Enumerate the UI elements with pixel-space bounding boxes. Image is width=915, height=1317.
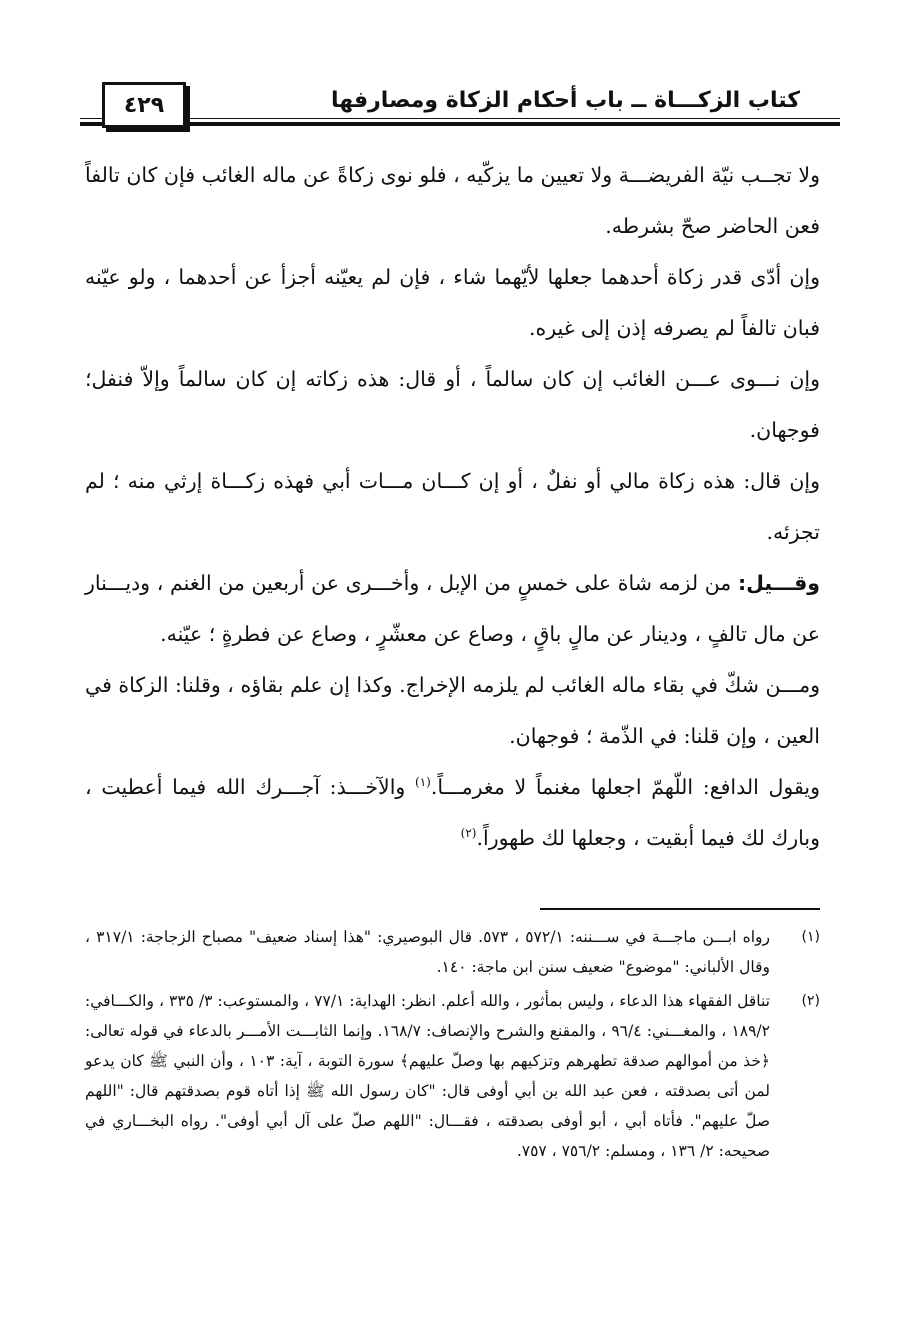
footnotes — [85, 922, 820, 1170]
paragraph-text: وإن نـــوى عـــن الغائب إن كان سالماً ، أو قال: هذه زكاته إن كان سالماً وإلاّ فنفل؛ فوجهان. — [85, 367, 820, 442]
paragraph-7 — [85, 762, 820, 864]
footnote-2 — [85, 986, 820, 1166]
page-header — [80, 70, 840, 130]
paragraph-text: وإن قال: هذه زكاة مالي أو نفلٌ ، أو إن كـــان مـــات أبي فهذه زكـــاة إرثي منه ؛ لم تجزئه. — [85, 469, 820, 544]
footnote-mark: (٢) — [801, 993, 820, 1009]
footnote-ref-2[interactable]: (٢) — [460, 826, 477, 841]
paragraph-4 — [85, 456, 820, 558]
chapter-title: كتاب الزكـــاة ــ باب أحكام الزكاة ومصارفها — [330, 88, 800, 113]
paragraph-1 — [85, 150, 820, 252]
paragraph-6 — [85, 660, 820, 762]
paragraph-text: ومـــن شكّ في بقاء ماله الغائب لم يلزمه الإخراج. وكذا إن علم بقاؤه ، وقلنا: الزكاة في العين ، وإن قلنا: في الذّمة ؛ فوجهان. — [85, 673, 820, 748]
footnote-separator — [540, 908, 820, 910]
footnote-text: رواه ابـــن ماجـــة في ســـننه: ٥٧٢/١ ، ٥٧٣. قال البوصيري: "هذا إسناد ضعيف" مصباح الزجاجة: ٣١٧/١ ، وقال الألباني: "موضوع" ضعيف سنن ابن ماجة: ١٤٠. — [85, 928, 770, 976]
paragraph-3 — [85, 354, 820, 456]
footnote-ref-1[interactable]: (١) — [415, 775, 431, 790]
header-rule-thin — [80, 118, 840, 119]
paragraph-text: ولا تجــب نيّة الفريضـــة ولا تعيين ما يزكّيه ، فلو نوى زكاةً عن ماله الغائب فإن كان تالفاً فعن الحاضر صحّ بشرطه. — [85, 163, 820, 238]
page-number: ٤٢٩ — [102, 82, 186, 128]
footnote-text: تناقل الفقهاء هذا الدعاء ، وليس بمأثور ، والله أعلم. انظر: الهداية: ٧٧/١ ، والمستوعب: ٣/ ٣٣٥ ، والكـــافي: ١٨٩/٢ ، والمغـــني: ٩٦/٤ ، والمقنع والشرح والإنصاف: ١٦٨/٧. وإنما الثابـــت الأمـــر بالدعاء في قوله تعالى: ﴿خذ من أموالهم صدقة تطهرهم وتزكيهم بها وصلّ عليهم﴾ سورة التوبة ، آية: ١٠٣ ، وأن النبي ﷺ كان يدعو لمن أتى بصدقته ، فعن عبد الله بن أبي أوفى قال: "كان رسول الله ﷺ إذا أتاه قوم بصدقتهم قال: "اللهم صلّ عليهم". فأتاه أبي ، أبو أوفى بصدقته ، فقـــال: "اللهم صلّ على آل أبي أوفى". رواه البخـــاري في صحيحه: ٢/ ١٣٦ ، ومسلم: ٧٥٦/٢ ، ٧٥٧. — [85, 992, 770, 1160]
paragraph-text: ويقول الدافع: اللّهمّ اجعلها مغنماً لا مغرمـــاً. — [430, 775, 820, 799]
paragraph-lead-word: وقـــيل: — [737, 571, 820, 595]
paragraph-text: وإن أدّى قدر زكاة أحدهما جعلها لأيّهما شاء ، فإن لم يعيّنه أجزأ عن أحدهما ، ولو عيّنه فبان تالفاً لم يصرفه إذن إلى غيره. — [85, 265, 820, 340]
header-rule — [80, 122, 840, 126]
footnote-mark: (١) — [801, 929, 820, 945]
paragraph-5 — [85, 558, 820, 660]
paragraph-text-continued: والآخـــذ: آجـــرك الله فيما أعطيت ، وبارك لك فيما أبقيت ، وجعلها لك طهوراً. — [85, 775, 820, 850]
footnote-1 — [85, 922, 820, 982]
paragraph-2 — [85, 252, 820, 354]
main-text — [85, 150, 820, 864]
paragraph-text: من لزمه شاة على خمسٍ من الإبل ، وأخـــرى عن أربعين من الغنم ، وديـــنار عن مال تالفٍ ، ودينار عن مالٍ باقٍ ، وصاع عن معشّرٍ ، وصاع عن فطرةٍ ؛ عيّنه. — [85, 571, 820, 646]
